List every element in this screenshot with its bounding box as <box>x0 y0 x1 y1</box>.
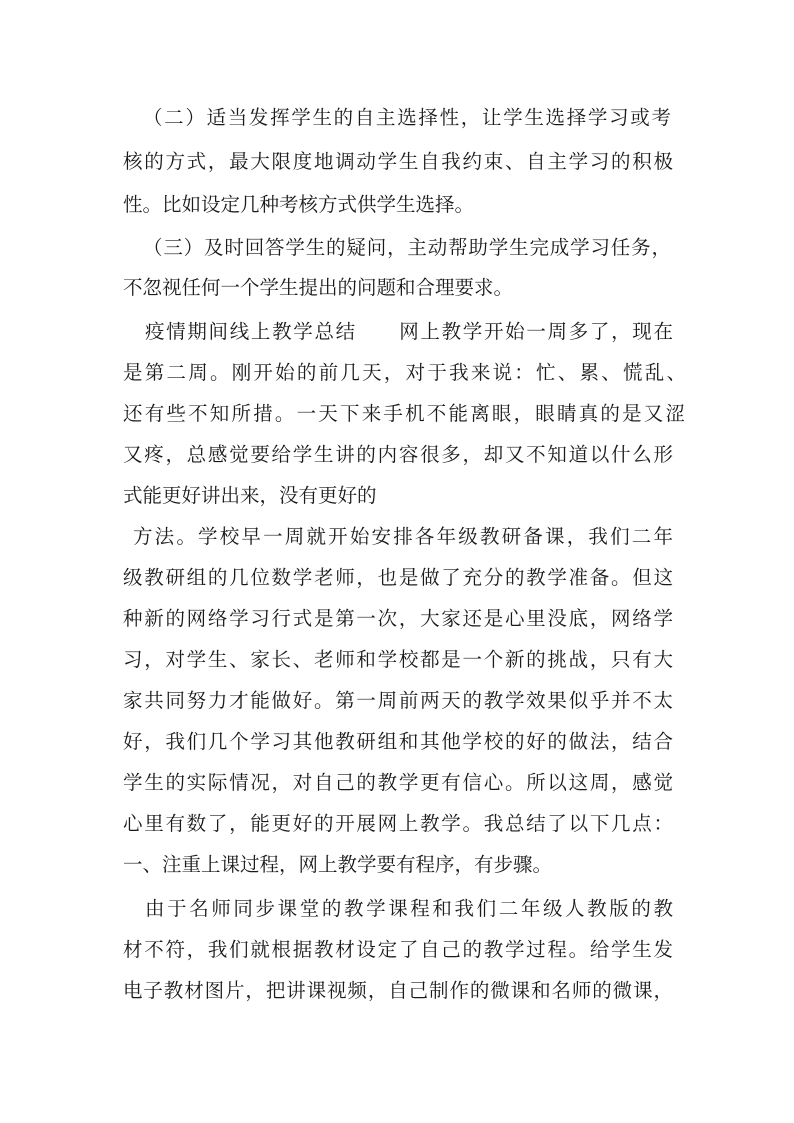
paragraph-line: 由于名师同步课堂的教学课程和我们二年级人教版的教 <box>145 897 673 920</box>
paragraph-line: 电子教材图片，把讲课视频，自己制作的微课和名师的微课， <box>123 979 673 1002</box>
paragraph-line: 还有些不知所措。一天下来手机不能离眼，眼睛真的是又涩 <box>123 402 685 425</box>
paragraph-line: 核的方式，最大限度地调动学生自我约束、自主学习的积极 <box>123 150 673 173</box>
paragraph-line: 级教研组的几位数学老师，也是做了充分的教学准备。但这 <box>123 566 673 589</box>
paragraph-line: 不忽视任何一个学生提出的问题和合理要求。 <box>123 276 514 299</box>
paragraph-line: 方法。学校早一周就开始安排各年级教研备课，我们二年 <box>133 525 673 548</box>
paragraph-line: 家共同努力才能做好。第一周前两天的教学效果似乎并不太 <box>123 689 673 712</box>
paragraph-line: 好，我们几个学习其他教研组和其他学校的好的做法，结合 <box>123 730 673 753</box>
paragraph-line: 材不符，我们就根据教材设定了自己的教学过程。给学生发 <box>123 938 673 961</box>
paragraph-line: 心里有数了，能更好的开展网上教学。我总结了以下几点： <box>123 812 673 835</box>
paragraph-line: 疫情期间线上教学总结 网上教学开始一周多了，现在 <box>145 320 673 343</box>
paragraph-line: 种新的网络学习行式是第一次，大家还是心里没底，网络学 <box>123 607 673 630</box>
paragraph-line: 式能更好讲出来，没有更好的 <box>123 484 377 507</box>
paragraph-line: （二）适当发挥学生的自主选择性，让学生选择学习或考 <box>143 106 671 129</box>
paragraph-line: 学生的实际情况，对自己的教学更有信心。所以这周，感觉 <box>123 771 673 794</box>
paragraph-line: 习，对学生、家长、老师和学校都是一个新的挑战，只有大 <box>123 648 673 671</box>
paragraph-line: 一、注重上课过程，网上教学要有程序，有步骤。 <box>123 853 553 876</box>
paragraph-line: 性。比如设定几种考核方式供学生选择。 <box>123 193 475 216</box>
paragraph-line: 是第二周。刚开始的前几天，对于我来说：忙、累、慌乱、 <box>123 361 686 384</box>
paragraph-line: （三）及时回答学生的疑问，主动帮助学生完成学习任务， <box>143 236 671 259</box>
paragraph-line: 又疼，总感觉要给学生讲的内容很多，却又不知道以什么形 <box>123 443 673 466</box>
